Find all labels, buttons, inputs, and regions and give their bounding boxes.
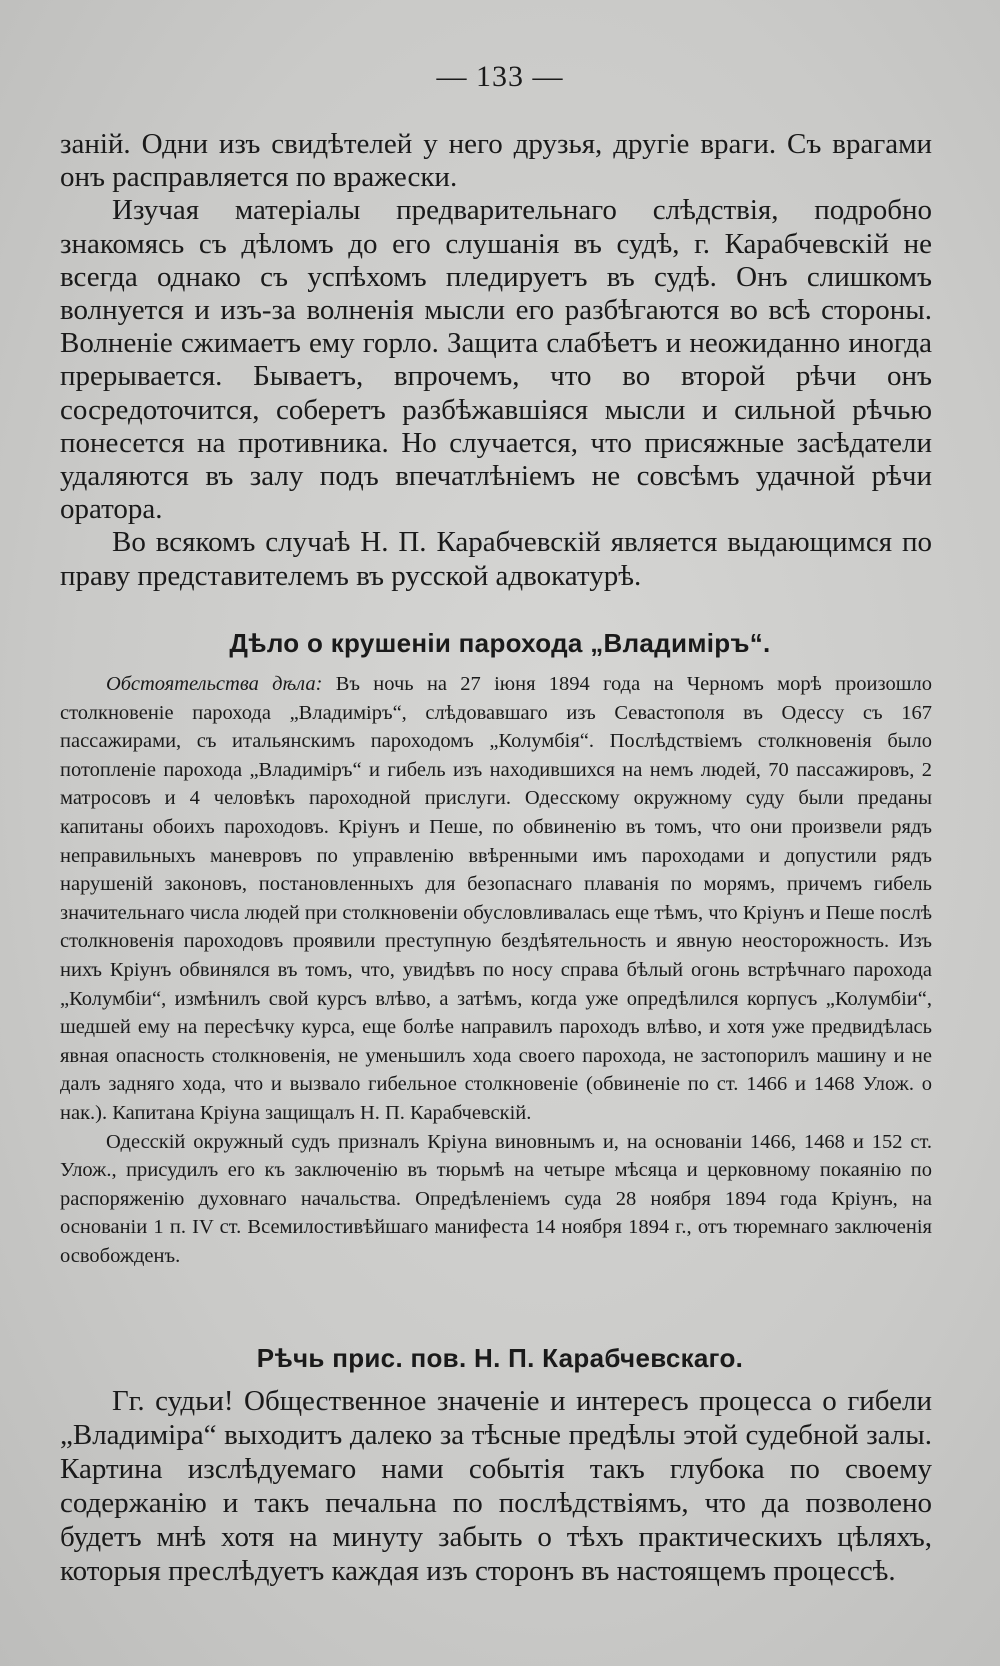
speech-heading: Рѣчь прис. пов. Н. П. Карабчевскаго. — [256, 1343, 744, 1373]
case-heading: Дѣло о крушеніи парохода „Владиміръ“. — [229, 628, 771, 658]
case-section — [60, 670, 932, 1270]
circumstances-text: Въ ночь на 27 іюня 1894 года на Черномъ морѣ произошло столкновеніе парохода „Владиміръ“, слѣдовавшаго изъ Севастополя въ Одессу съ 167 пассажирами, съ итальянскимъ пароходомъ „Колумбія“. Послѣдствіемъ столкновенія было потопленіе парохода „Владиміръ“ и гибель изъ находившихся на немъ людей, 70 пассажировъ, 2 матросовъ и 4 человѣкъ пароходной прислуги. Одесскому окружному суду были преданы капитаны обоихъ пароходовъ. Кріунъ и Пеше, по обвиненію въ томъ, что они произвели рядъ неправильныхъ маневровъ по управленію ввѣренными имъ пароходами и допустили рядъ нарушеній законовъ, постановленныхъ для безопаснаго плаванія по морямъ, причемъ гибель значительнаго числа людей при столкновеніи обусловливалась еще тѣмъ, что Кріунъ и Пеше послѣ столкновенія пароходовъ проявили преступную бездѣятельность и явную неосторожность. Изъ нихъ Кріунъ обвинялся въ томъ, что, увидѣвъ по носу справа бѣлый огонь встрѣчнаго парохода „Колумбіи“, измѣнилъ свой курсъ влѣво, а затѣмъ, когда уже опредѣлился корпусъ „Колумбіи“, шедшей ему на пересѣчку курса, еще болѣе направилъ пароходъ влѣво, и хотя уже предвидѣлась явная опасность столкновенія, не уменьшилъ хода своего парохода, не застопорилъ машину и не далъ задняго хода, что и вызвало гибельное столкновеніе (обвиненіе по ст. 1466 и 1468 Улож. о нак.). Капитана Кріуна защищалъ Н. П. Карабчевскій. — [60, 673, 933, 1124]
verdict-paragraph: Одесскій окружный судъ призналъ Кріуна виновнымъ и, на основаніи 1466, 1468 и 152 ст. Улож., присудилъ его къ заключенію въ тюрьмѣ на четыре мѣсяца и церковному покаянію по распоряженію духовнаго начальства. Опредѣленіемъ суда 28 ноября 1894 года Кріунъ, на основаніи 1 п. IV ст. Всемилостивѣйшаго манифеста 14 ноября 1894 г., отъ тюремнаго заключенія освобожденъ. — [60, 1130, 932, 1267]
circumstances-paragraph — [60, 670, 932, 1128]
speech-section — [60, 1384, 932, 1588]
intro-paragraph-1: заній. Одни изъ свидѣтелей у него друзья, другіе враги. Съ врагами онъ расправляется по вражески. — [60, 128, 932, 194]
intro-paragraph-3: Во всякомъ случаѣ Н. П. Карабчевскій является выдающимся по праву представителемъ въ русской адвокатурѣ. — [60, 526, 932, 592]
intro-section — [60, 128, 932, 593]
circumstances-label: Обстоятельства дѣла: — [106, 673, 323, 695]
intro-paragraph-2: Изучая матеріалы предварительнаго слѣдствія, подробно знакомясь съ дѣломъ до его слушанія въ судѣ, г. Карабчевскій не всегда однако съ успѣхомъ пледируетъ въ судѣ. Онъ слишкомъ волнуется и изъ-за волненія мысли его разбѣгаются во всѣ стороны. Волненіе сжимаетъ ему горло. Защита слабѣетъ и неожиданно иногда прерывается. Бываетъ, впрочемъ, что во второй рѣчи онъ сосредоточится, соберетъ разбѣжавшіяся мысли и сильной рѣчью понесется на противника. Но случается, что присяжные засѣдатели удаляются въ залу подъ впечатлѣніемъ не совсѣмъ удачной рѣчи оратора. — [60, 194, 932, 526]
speech-paragraph: Гг. судьи! Общественное значеніе и интересъ процесса о гибели „Владиміра“ выходитъ далеко за тѣсные предѣлы этой судебной залы. Картина изслѣдуемаго нами событія такъ глубока по своему содержанію и такъ печальна по послѣдствіямъ, что да позволено будетъ мнѣ хотя на минуту забыть о тѣхъ практическихъ цѣляхъ, которыя преслѣдуетъ каждая изъ сторонъ въ настоящемъ процессѣ. — [60, 1385, 932, 1587]
page-number: — 133 — — [436, 60, 564, 93]
